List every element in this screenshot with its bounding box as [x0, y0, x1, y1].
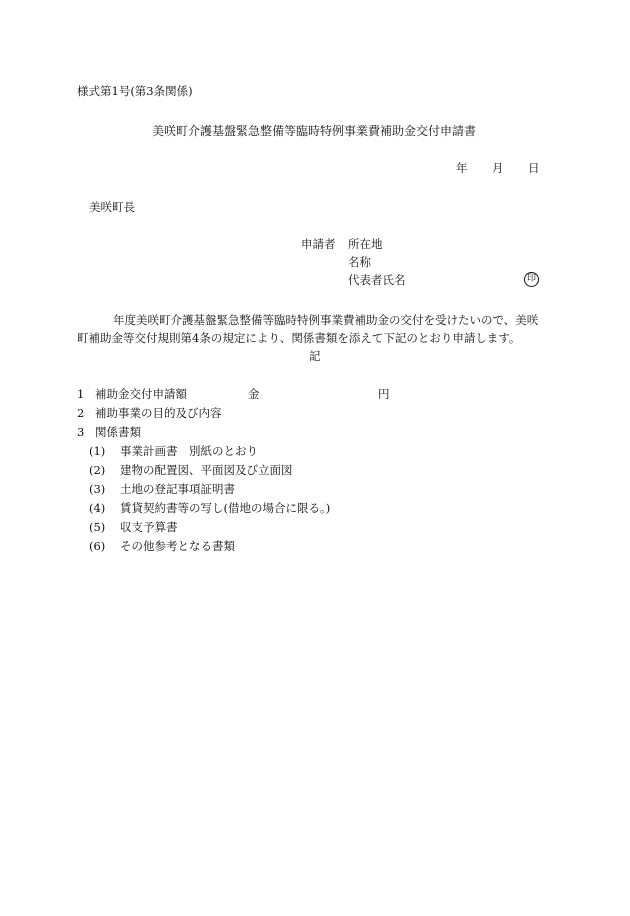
- item-label: 関係書類: [95, 425, 141, 439]
- document-label: 建物の配置図、平面図及び立面図: [120, 463, 293, 477]
- form-number: 様式第1号(第3条関係): [77, 84, 193, 98]
- date-month: 月: [492, 161, 504, 175]
- representative-label: 代表者氏名: [348, 273, 406, 287]
- document-number: (2): [89, 463, 106, 477]
- body-text-line-2: 町補助金等交付規則第4条の規定により、関係書類を添えて下記のとおり申請します。: [77, 331, 521, 345]
- item-label: 補助金交付申請額: [95, 387, 187, 401]
- document-label: その他参考となる書類: [120, 539, 235, 553]
- document-number: (6): [89, 539, 106, 553]
- document-label: 収支予算書: [120, 520, 178, 534]
- item-number: 1: [77, 387, 85, 401]
- body-text-line-1: 年度美咲町介護基盤緊急整備等臨時特例事業費補助金の交付を受けたいので、美咲: [113, 313, 539, 327]
- document-number: (5): [89, 520, 106, 534]
- seal-mark: 印: [524, 272, 539, 287]
- document-number: (1): [89, 444, 106, 458]
- amount-gold-label: 金: [248, 387, 260, 401]
- date-day: 日: [528, 161, 540, 175]
- applicant-label: 申請者: [301, 237, 336, 251]
- document-number: (4): [89, 501, 106, 515]
- item-number: 3: [77, 425, 85, 439]
- item-label: 補助事業の目的及び内容: [95, 406, 222, 420]
- item-number: 2: [77, 406, 85, 420]
- document-title: 美咲町介護基盤緊急整備等臨時特例事業費補助金交付申請書: [152, 124, 477, 138]
- date-year: 年: [456, 161, 468, 175]
- address-label: 所在地: [348, 237, 383, 251]
- document-number: (3): [89, 482, 106, 496]
- document-label: 事業計画書 別紙のとおり: [120, 444, 258, 458]
- document-label: 賃貸契約書等の写し(借地の場合に限る。): [120, 501, 331, 515]
- amount-yen-label: 円: [378, 387, 390, 401]
- name-label: 名称: [348, 255, 371, 269]
- addressee: 美咲町長: [89, 200, 135, 214]
- document-label: 土地の登記事項証明書: [120, 482, 235, 496]
- ki-heading: 記: [309, 349, 321, 363]
